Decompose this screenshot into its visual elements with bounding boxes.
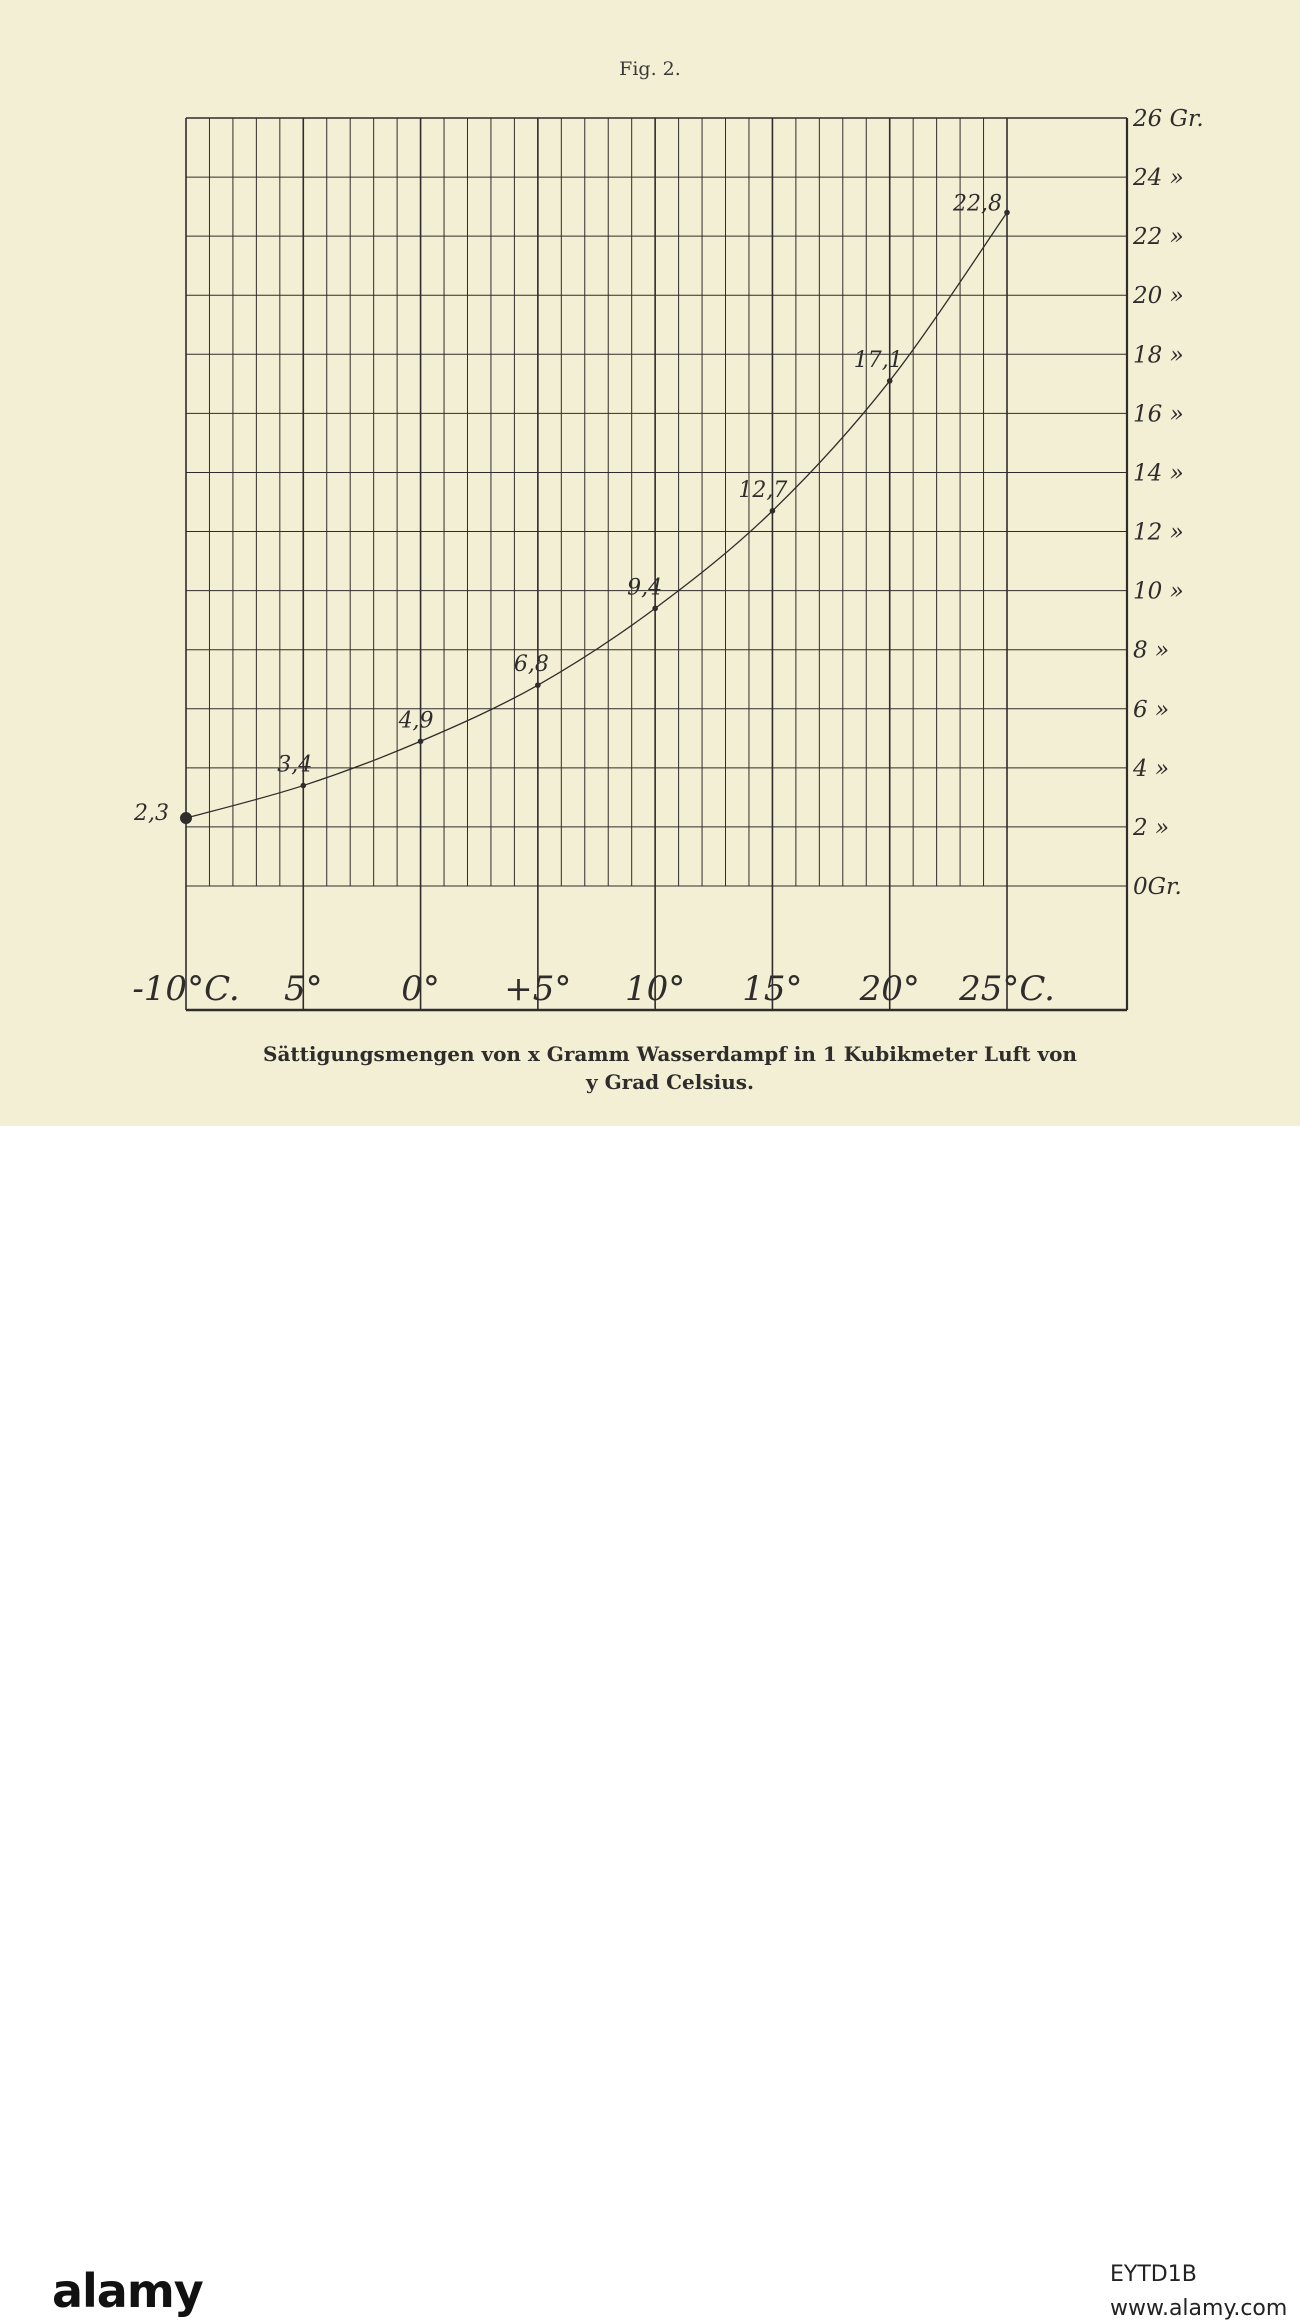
x-tick-label: 10° bbox=[625, 969, 686, 1009]
caption-line-1: Sättigungsmengen von x Gramm Wasserdampf in 1 Kubikmeter Luft von bbox=[263, 1042, 1077, 1066]
x-tick-labels bbox=[132, 969, 1055, 1009]
y-tick-labels bbox=[1132, 106, 1204, 900]
figure-label: Fig. 2. bbox=[619, 58, 681, 80]
data-point bbox=[418, 738, 424, 744]
figure-caption bbox=[120, 1040, 1220, 1096]
data-label: 3,4 bbox=[277, 752, 313, 778]
series-line bbox=[186, 213, 1007, 819]
y-tick-label: 6 » bbox=[1133, 696, 1170, 723]
y-tick-label: 0Gr. bbox=[1133, 874, 1182, 900]
x-tick-label: 25°C. bbox=[959, 969, 1055, 1009]
y-tick-label: 12 » bbox=[1133, 519, 1184, 546]
y-tick-label: 2 » bbox=[1133, 814, 1170, 841]
chart-grid bbox=[186, 118, 1127, 1010]
y-tick-label: 20 » bbox=[1133, 283, 1184, 310]
alamy-logo: alamy bbox=[52, 2264, 203, 2318]
x-tick-label: -10°C. bbox=[132, 969, 240, 1009]
chart-points bbox=[133, 192, 1010, 827]
book-page bbox=[0, 0, 1300, 1126]
data-point bbox=[300, 783, 306, 789]
data-point bbox=[887, 378, 893, 384]
x-tick-label: 5° bbox=[283, 969, 323, 1009]
x-tick-label: 20° bbox=[859, 969, 920, 1009]
y-tick-label: 16 » bbox=[1133, 401, 1184, 428]
data-point bbox=[180, 812, 192, 824]
data-point bbox=[535, 682, 541, 688]
data-label: 12,7 bbox=[738, 477, 788, 503]
y-tick-label: 24 » bbox=[1133, 165, 1184, 192]
data-label: 17,1 bbox=[853, 347, 903, 373]
watermark-footer bbox=[0, 1126, 1300, 2321]
data-label: 6,8 bbox=[513, 652, 549, 678]
y-tick-label: 10 » bbox=[1133, 578, 1184, 605]
data-label: 4,9 bbox=[398, 708, 434, 734]
data-label: 9,4 bbox=[627, 575, 663, 601]
data-point bbox=[770, 508, 776, 514]
data-point bbox=[652, 606, 658, 612]
x-tick-label: 15° bbox=[742, 969, 803, 1009]
y-tick-label: 8 » bbox=[1133, 637, 1170, 664]
y-tick-label: 18 » bbox=[1133, 342, 1184, 369]
data-point bbox=[1004, 210, 1010, 216]
x-tick-label: 0° bbox=[401, 969, 440, 1009]
chart-curve bbox=[186, 213, 1007, 819]
data-label: 2,3 bbox=[134, 801, 169, 827]
y-tick-label: 26 Gr. bbox=[1133, 106, 1204, 132]
saturation-chart bbox=[0, 0, 1300, 1126]
stock-url: www.alamy.com bbox=[1110, 2296, 1288, 2321]
x-tick-label: +5° bbox=[504, 969, 572, 1009]
y-tick-label: 14 » bbox=[1133, 460, 1184, 487]
y-tick-label: 4 » bbox=[1133, 755, 1170, 782]
caption-line-2: y Grad Celsius. bbox=[586, 1070, 754, 1094]
image-id: EYTD1B bbox=[1110, 2262, 1197, 2287]
data-label: 22,8 bbox=[953, 191, 1002, 217]
y-tick-label: 22 » bbox=[1133, 224, 1184, 251]
